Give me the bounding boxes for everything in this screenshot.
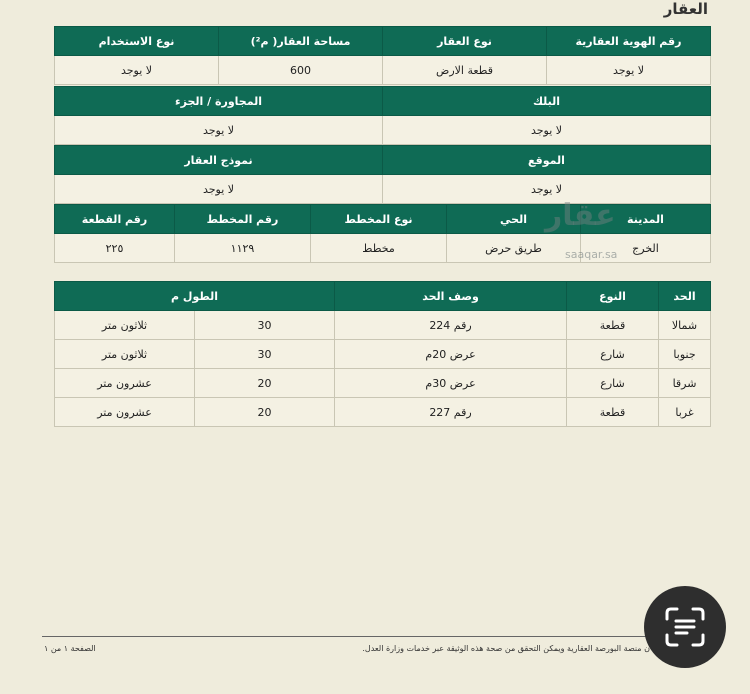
header-description: وصف الحد [335, 282, 567, 311]
footer-divider [42, 636, 704, 637]
boundary-type: قطعة [567, 398, 659, 427]
header-plan-number: رقم المخطط [175, 205, 311, 234]
scan-text-button[interactable] [644, 586, 726, 668]
value-neighborhood: لا يوجد [55, 116, 383, 145]
value-block: لا يوجد [383, 116, 711, 145]
page-title: العقار [663, 0, 708, 18]
scan-text-icon [663, 605, 707, 649]
block-table [54, 86, 711, 145]
boundary-length-text: عشرون متر [55, 369, 195, 398]
boundary-type: قطعة [567, 311, 659, 340]
boundary-length: 30 [195, 340, 335, 369]
boundary-length: 20 [195, 398, 335, 427]
value-usage-type: لا يوجد [55, 56, 219, 85]
boundary-side: شرقا [659, 369, 711, 398]
page-number: الصفحة ١ من ١ [44, 644, 96, 653]
watermark-site: saaqar.sa [565, 248, 618, 261]
header-neighborhood: المجاورة / الجزء [55, 87, 383, 116]
value-plan-type: مخطط [311, 234, 447, 263]
header-property-area: مساحة العقار( م²) [219, 27, 383, 56]
boundary-desc: عرض 30م [335, 369, 567, 398]
header-district: الحي [447, 205, 581, 234]
header-usage-type: نوع الاستخدام [55, 27, 219, 56]
boundary-length: 30 [195, 311, 335, 340]
table-row [55, 340, 711, 369]
boundary-type: شارع [567, 340, 659, 369]
value-property-model: لا يوجد [55, 175, 383, 204]
value-location: لا يوجد [383, 175, 711, 204]
header-property-model: نموذج العقار [55, 146, 383, 175]
header-property-type: نوع العقار [383, 27, 547, 56]
value-city: الخرج [581, 234, 711, 263]
boundary-type: شارع [567, 369, 659, 398]
table-row [55, 369, 711, 398]
boundary-side: شمالا [659, 311, 711, 340]
watermark-logo: عقار [545, 198, 616, 233]
header-plot-number: رقم القطعة [55, 205, 175, 234]
value-plot-number: ٢٢٥ [55, 234, 175, 263]
property-table [54, 26, 711, 85]
value-property-id: لا يوجد [547, 56, 711, 85]
table-row [55, 398, 711, 427]
value-plan-number: ١١٢٩ [175, 234, 311, 263]
boundary-desc: رقم 224 [335, 311, 567, 340]
header-boundary: الحد [659, 282, 711, 311]
boundary-side: جنوبا [659, 340, 711, 369]
location-table [54, 145, 711, 204]
header-city: المدينة [581, 205, 711, 234]
table-row [55, 311, 711, 340]
value-property-area: 600 [219, 56, 383, 85]
header-plan-type: نوع المخطط [311, 205, 447, 234]
header-block: البلك [383, 87, 711, 116]
footer-note: ن منصة البورصة العقارية ويمكن التحقق من صحة هذه الوثيقة عبر خدمات وزارة العدل. [362, 644, 650, 653]
header-length: الطول م [55, 282, 335, 311]
header-location: الموقع [383, 146, 711, 175]
boundary-desc: عرض 20م [335, 340, 567, 369]
boundary-length: 20 [195, 369, 335, 398]
boundary-length-text: ثلاثون متر [55, 311, 195, 340]
value-property-type: قطعة الارض [383, 56, 547, 85]
header-property-id: رقم الهوية العقارية [547, 27, 711, 56]
boundary-desc: رقم 227 [335, 398, 567, 427]
boundary-length-text: ثلاثون متر [55, 340, 195, 369]
boundaries-table [54, 281, 711, 427]
header-type: النوع [567, 282, 659, 311]
boundary-side: غربا [659, 398, 711, 427]
boundary-length-text: عشرون متر [55, 398, 195, 427]
value-district: طريق حرض [447, 234, 581, 263]
